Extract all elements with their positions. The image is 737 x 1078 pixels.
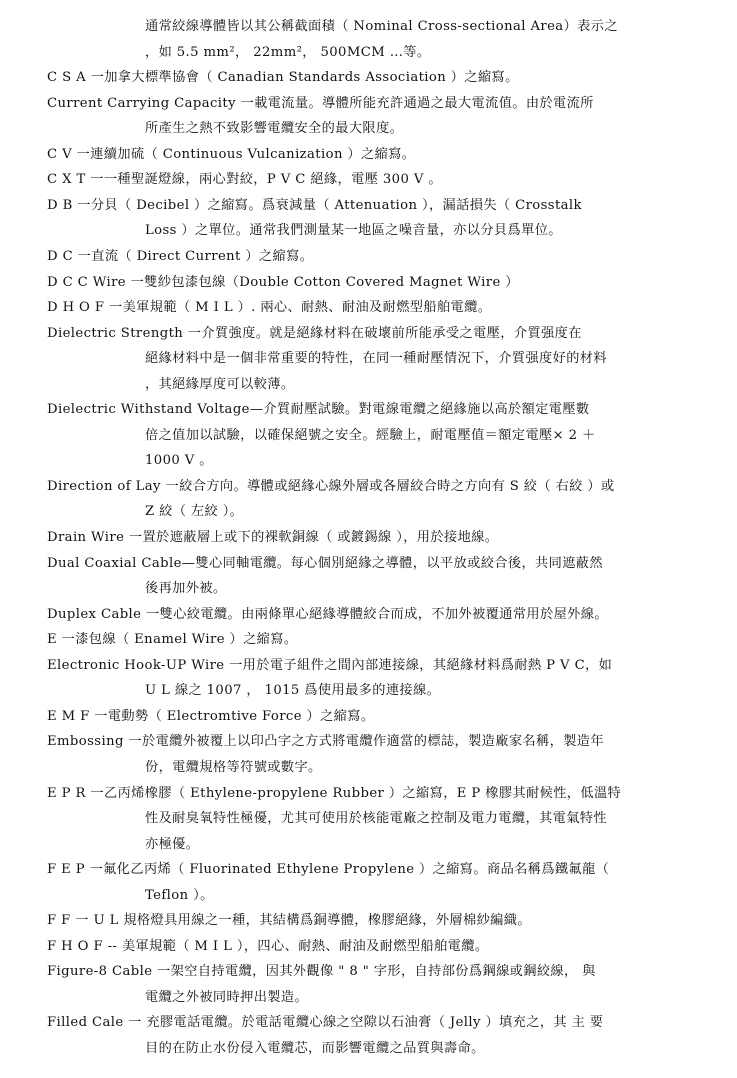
glossary-continuation-line [0,680,737,702]
glossary-entry-line [0,476,737,498]
line-text: 電纜之外被同時押出製造。 [145,989,309,1005]
line-text: E P R 一乙丙烯橡膠（ Ethylene-propylene Rubber ）之縮寫，E P 橡膠其耐候性，低溫特 [47,785,622,801]
line-text: E M F 一電動勢（ Electromtive Force ）之縮寫。 [47,708,375,724]
glossary-entry-line [0,527,737,549]
line-text: 所產生之熱不致影響電纜安全的最大限度。 [145,121,404,137]
line-text: F F 一 U L 規格燈具用線之一種，其結構爲銅導體，橡膠絕緣，外層棉紗編織。 [47,913,531,929]
line-text: C S A 一加拿大標準協會（ Canadian Standards Association ）之縮寫。 [47,70,519,86]
glossary-entry-line [0,783,737,805]
line-text: F E P 一氟化乙丙烯（ Fluorinated Ethylene Propylene ）之縮寫。商品名稱爲鐵氟龍（ [47,862,610,878]
line-text: C V 一連續加硫（ Continuous Vulcanization ）之縮寫。 [47,146,416,162]
line-text: ，其絕緣厚度可以較薄。 [145,376,295,392]
line-text: 份，電纜規格等符號或數字。 [145,759,322,775]
line-text: D C C Wire 一雙紗包漆包線（Double Cotton Covered Magnet Wire ） [47,274,519,290]
line-text: 亦極優。 [145,836,200,852]
glossary-entry-line [0,1012,737,1034]
glossary-entry-line [0,604,737,626]
line-text: F H O F -- 美軍規範（ M I L ），四心、耐熱、耐油及耐燃型船舶電纜。 [47,938,489,954]
line-text: Z 絞（ 左絞 ）。 [145,504,244,520]
line-text: 絕緣材料中是一個非常重要的特性，在同一種耐壓情況下，介質强度好的材料 [145,351,607,367]
glossary-entry-line [0,706,737,728]
glossary-continuation-line [0,220,737,242]
glossary-entry-line [0,553,737,575]
line-text: C X T 一一種聖誕燈線，兩心對絞，P V C 絕緣，電壓 300 V 。 [47,172,442,188]
line-text: Dielectric Strength 一介質強度。就是絕緣材料在破壞前所能承受之電壓，介質强度在 [47,325,582,341]
glossary-continuation-line [0,348,737,370]
glossary-entry-line [0,961,737,983]
glossary-continuation-line [0,374,737,396]
line-text: Figure-8 Cable 一架空自持電纜，因其外觀像 " 8 " 字形，自持部份爲鋼線或鋼絞線， 與 [47,964,596,980]
line-text: Loss ）之單位。通常我們測量某一地區之噪音量，亦以分貝爲單位。 [145,223,562,239]
line-text: D B 一分貝（ Decibel ）之縮寫。爲衰減量（ Attenuation ），漏話損失（ Crosstalk [47,197,582,213]
glossary-continuation-line [0,450,737,472]
glossary-entry-line [0,399,737,421]
glossary-entry-line [0,731,737,753]
glossary-entry-line [0,272,737,294]
line-text: U L 線之 1007 ， 1015 爲使用最多的連接線。 [145,683,441,699]
line-text: Dielectric Withstand Voltage—介質耐壓試驗。對電線電纜之絕緣施以高於額定電壓數 [47,402,590,418]
glossary-continuation-line [0,16,737,38]
line-text: Filled Cale 一 充膠電話電纜。於電話電纜心線之空隙以石油膏（ Jelly ）填充之，其 主 要 [47,1015,604,1031]
glossary-entry-line [0,144,737,166]
line-text: ，如 5.5 mm²， 22mm²， 500MCM …等。 [145,44,431,60]
glossary-entry-line [0,169,737,191]
glossary-continuation-line [0,578,737,600]
line-text: Teflon ）。 [145,887,214,903]
glossary-entry-line [0,67,737,89]
glossary-entry-line [0,910,737,932]
glossary-continuation-line [0,808,737,830]
glossary-entry-line [0,859,737,881]
glossary-continuation-line [0,118,737,140]
line-text: Duplex Cable 一雙心絞電纜。由兩條單心絕緣導體絞合而成，不加外被覆通常用於屋外線。 [47,606,608,622]
line-text: E 一漆包線（ Enamel Wire ）之縮寫。 [47,632,298,648]
line-text: Drain Wire 一置於遮蔽層上或下的裸軟銅線（ 或鍍錫線 ），用於接地線。 [47,530,499,545]
glossary-entry-line [0,195,737,217]
glossary-continuation-line [0,425,737,447]
line-text: Current Carrying Capacity 一載電流量。導體所能充許通過之最大電流值。由於電流所 [47,95,594,111]
line-text: D H O F 一美軍規範（ M I L ）. 兩心、耐熱、耐油及耐燃型船舶電纜。 [47,300,492,316]
line-text: 後再加外被。 [145,581,227,597]
line-text: Dual Coaxial Cable—雙心同軸電纜。每心個別絕緣之導體，以平放或絞合後，共同遮蔽然 [47,555,603,571]
glossary-entry-line [0,629,737,651]
glossary-entry-line [0,323,737,345]
line-text: Electronic Hook-UP Wire 一用於電子組件之間內部連接線，其絕緣材料爲耐熱 P V C，如 [47,657,613,673]
glossary-continuation-line [0,757,737,779]
glossary-entry-line [0,297,737,319]
glossary-entry-line [0,936,737,958]
line-text: Embossing 一於電纜外被覆上以印凸字之方式將電纜作適當的標誌，製造廠家名稱，製造年 [47,734,604,750]
line-text: D C 一直流（ Direct Current ）之縮寫。 [47,248,314,264]
line-text: Direction of Lay 一絞合方向。導體或絕緣心線外層或各層絞合時之方向有 S 絞（ 右絞 ）或 [47,478,615,494]
glossary-continuation-line [0,885,737,907]
line-text: 1000 V 。 [145,453,213,469]
glossary-continuation-line [0,501,737,523]
glossary-continuation-line [0,1038,737,1060]
glossary-continuation-line [0,42,737,64]
line-text: 目的在防止水份侵入電纜芯，而影響電纜之品質與壽命。 [145,1041,485,1056]
glossary-continuation-line [0,987,737,1009]
line-text: 通常絞線導體皆以其公稱截面積（ Nominal Cross-sectional Area）表示之 [145,19,618,34]
glossary-entry-line [0,93,737,115]
line-text: 性及耐臭氧特性極優，尤其可使用於核能電廠之控制及電力電纜，其電氣特性 [145,811,607,827]
glossary-entry-line [0,655,737,677]
line-text: 倍之值加以試驗，以確保絕號之安全。經驗上，耐電壓值＝額定電壓× 2 ＋ [145,427,596,443]
glossary-entry-line [0,246,737,268]
glossary-continuation-line [0,834,737,856]
